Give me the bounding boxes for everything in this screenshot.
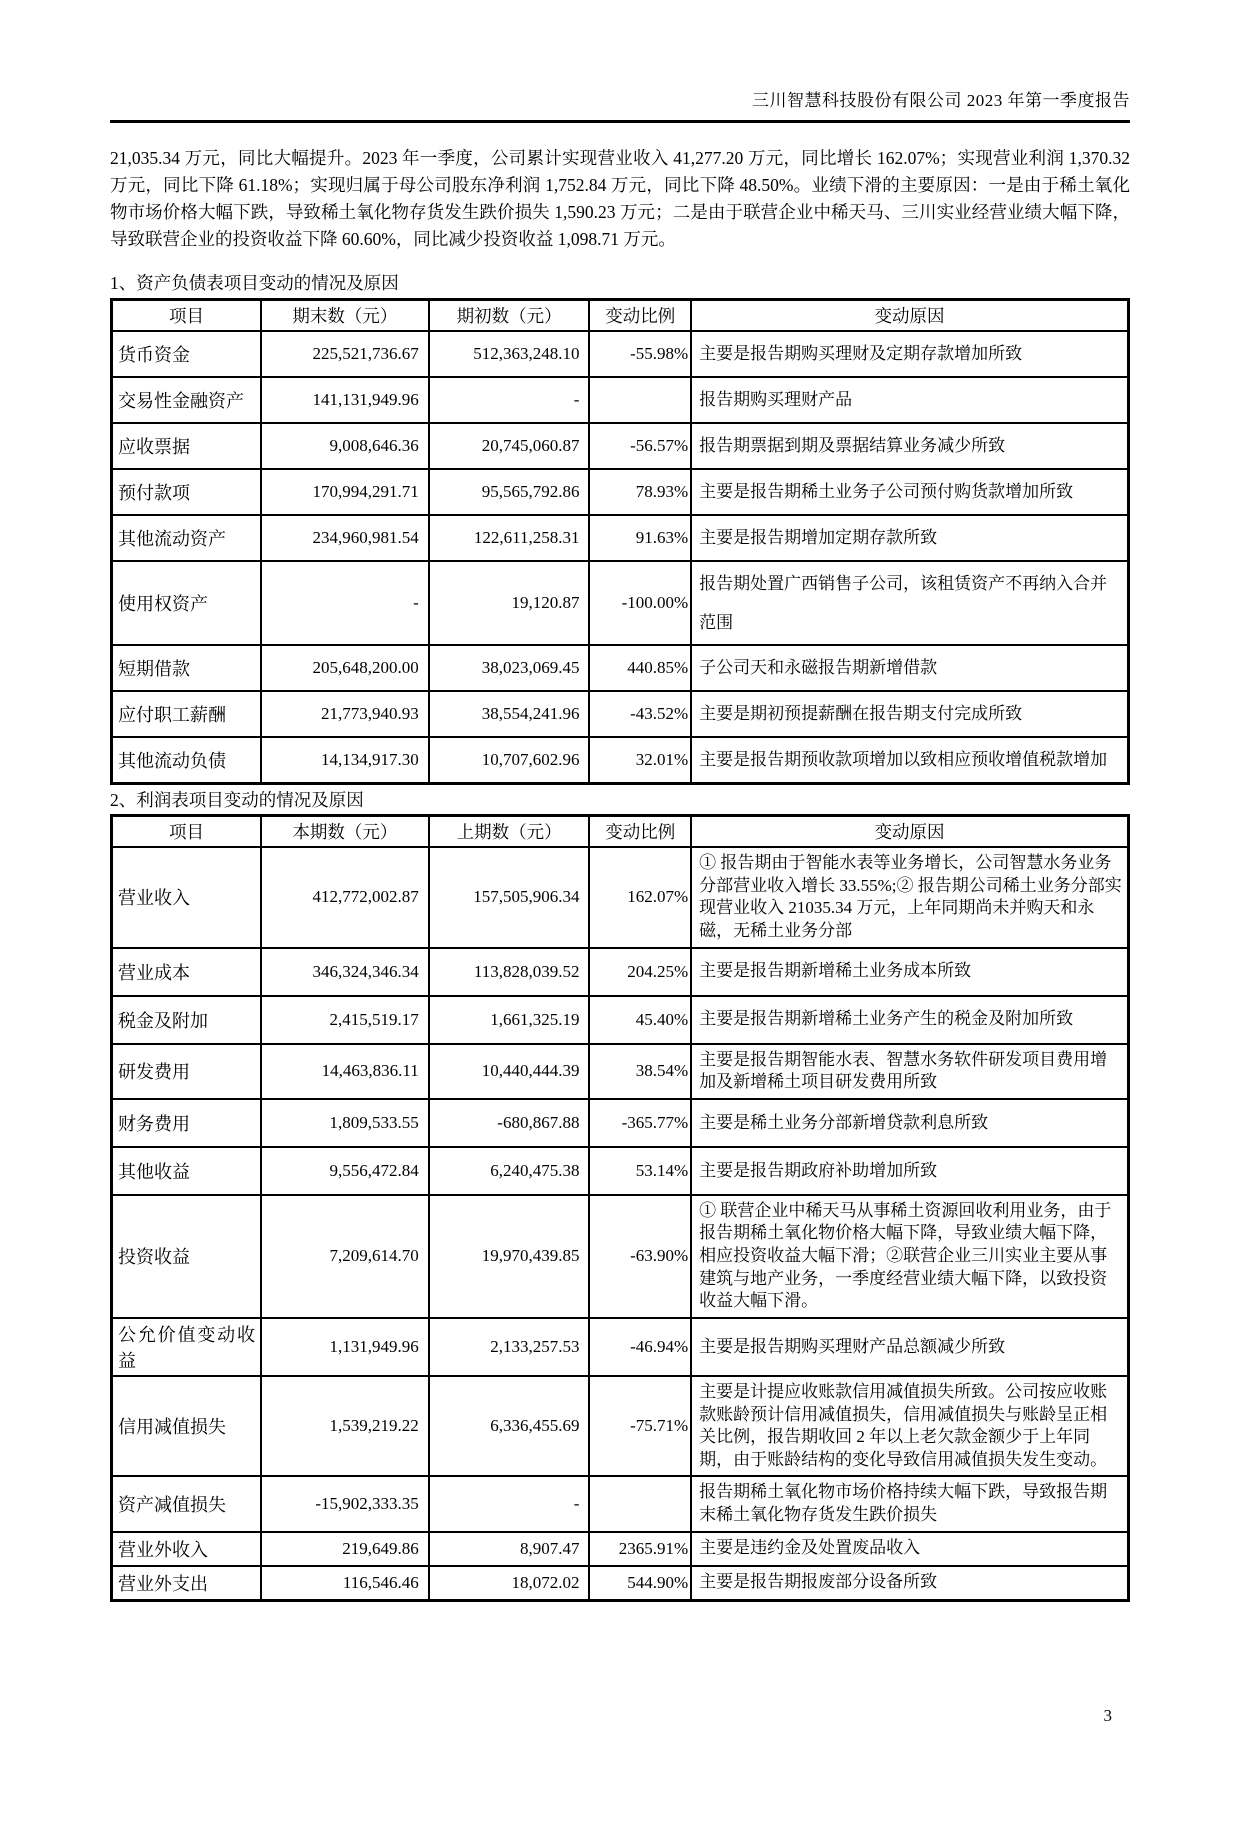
amount-prior-cell: - [429, 1476, 590, 1531]
table-row [112, 1195, 1129, 1318]
change-reason-cell: 子公司天和永磁报告期新增借款 [691, 645, 1128, 691]
amount-current-cell: 170,994,291.71 [261, 469, 429, 515]
report-running-head: 三川智慧科技股份有限公司 2023 年第一季度报告 [110, 86, 1130, 123]
table-row [112, 331, 1129, 377]
change-reason-cell: 主要是计提应收账款信用减值损失所致。公司按应收账款账龄预计信用减值损失，信用减值损失与账龄呈正相关比例，报告期收回 2 年以上老欠款金额少于上年同期，由于账龄结构的变化导致信用减值损失发生变动。 [691, 1376, 1128, 1476]
amount-prior-cell: 18,072.02 [429, 1566, 590, 1601]
amount-current-cell: 141,131,949.96 [261, 377, 429, 423]
column-header-ratio: 变动比例 [589, 299, 691, 331]
section1-heading: 1、资产负债表项目变动的情况及原因 [110, 273, 399, 293]
column-header-reason: 变动原因 [691, 299, 1128, 331]
table-row [112, 1318, 1129, 1376]
table-row [112, 847, 1129, 947]
amount-current-cell: 225,521,736.67 [261, 331, 429, 377]
change-ratio-cell: -43.52% [589, 691, 691, 737]
change-reason-cell: 报告期票据到期及票据结算业务减少所致 [691, 423, 1128, 469]
change-ratio-cell [589, 377, 691, 423]
amount-current-cell: 116,546.46 [261, 1566, 429, 1601]
item-cell: 短期借款 [112, 645, 261, 691]
change-reason-cell: 主要是报告期增加定期存款所致 [691, 515, 1128, 561]
table-row [112, 737, 1129, 784]
change-ratio-cell: 32.01% [589, 737, 691, 784]
change-reason-cell: 报告期处置广西销售子公司，该租赁资产不再纳入合并范围 [691, 561, 1128, 645]
item-cell: 公允价值变动收益 [112, 1318, 261, 1376]
table-row [112, 1147, 1129, 1195]
amount-prior-cell: 2,133,257.53 [429, 1318, 590, 1376]
amount-prior-cell: 6,240,475.38 [429, 1147, 590, 1195]
column-header-ending: 期末数（元） [261, 299, 429, 331]
intro-paragraph: 21,035.34 万元，同比大幅提升。2023 年一季度，公司累计实现营业收入 41,277.20 万元，同比增长 162.07%；实现营业利润 1,370.32 万元，同比下降 61.18%；实现归属于母公司股东净利润 1,752.84 万元，同比下降 48.50%。业绩下滑的主要原因：一是由于稀土氧化物市场价格大幅下跌，导致稀土氧化物存货发生跌价损失 1,590.23 万元；二是由于联营企业中稀天马、三川实业经营业绩大幅下降，导致联营企业的投资收益下降 60.60%，同比减少投资收益 1,098.71 万元。 [110, 148, 1130, 250]
amount-current-cell: 1,539,219.22 [261, 1376, 429, 1476]
table-row [112, 515, 1129, 561]
table-row [112, 691, 1129, 737]
table-row [112, 377, 1129, 423]
change-reason-cell: 主要是报告期新增稀土业务成本所致 [691, 948, 1128, 996]
amount-current-cell: 9,008,646.36 [261, 423, 429, 469]
table-row [112, 423, 1129, 469]
item-cell: 资产减值损失 [112, 1476, 261, 1531]
item-cell: 其他流动资产 [112, 515, 261, 561]
change-reason-cell: 主要是报告期报废部分设备所致 [691, 1566, 1128, 1601]
change-ratio-cell: -56.57% [589, 423, 691, 469]
item-cell: 投资收益 [112, 1195, 261, 1318]
item-cell: 信用减值损失 [112, 1376, 261, 1476]
column-header-current: 本期数（元） [261, 816, 429, 848]
section2-heading: 2、利润表项目变动的情况及原因 [110, 789, 364, 810]
change-reason-cell: 主要是报告期预收款项增加以致相应预收增值税款增加 [691, 737, 1128, 784]
change-ratio-cell: -365.77% [589, 1099, 691, 1147]
item-cell: 营业收入 [112, 847, 261, 947]
amount-current-cell: 219,649.86 [261, 1532, 429, 1566]
change-ratio-cell: -63.90% [589, 1195, 691, 1318]
change-ratio-cell: -100.00% [589, 561, 691, 645]
change-ratio-cell: -46.94% [589, 1318, 691, 1376]
amount-prior-cell: 19,970,439.85 [429, 1195, 590, 1318]
change-reason-cell: 主要是违约金及处置废品收入 [691, 1532, 1128, 1566]
amount-current-cell: 412,772,002.87 [261, 847, 429, 947]
change-reason-cell: 主要是报告期购买理财及定期存款增加所致 [691, 331, 1128, 377]
change-ratio-cell: 53.14% [589, 1147, 691, 1195]
change-ratio-cell: 38.54% [589, 1044, 691, 1099]
change-ratio-cell: 2365.91% [589, 1532, 691, 1566]
table-row [112, 645, 1129, 691]
change-ratio-cell: 45.40% [589, 996, 691, 1044]
amount-prior-cell: 10,707,602.96 [429, 737, 590, 784]
change-reason-cell: 报告期购买理财产品 [691, 377, 1128, 423]
table-row [112, 1566, 1129, 1601]
item-cell: 研发费用 [112, 1044, 261, 1099]
table-row [112, 561, 1129, 645]
item-cell: 应收票据 [112, 423, 261, 469]
change-reason-cell: 主要是报告期智能水表、智慧水务软件研发项目费用增加及新增稀土项目研发费用所致 [691, 1044, 1128, 1099]
table-row [112, 1476, 1129, 1531]
amount-prior-cell: -680,867.88 [429, 1099, 590, 1147]
change-ratio-cell: -75.71% [589, 1376, 691, 1476]
column-header-ratio: 变动比例 [589, 816, 691, 848]
item-cell: 使用权资产 [112, 561, 261, 645]
item-cell: 货币资金 [112, 331, 261, 377]
table-header-row [112, 816, 1129, 848]
report-page [0, 86, 1240, 1602]
amount-current-cell: 234,960,981.54 [261, 515, 429, 561]
change-reason-cell: ① 报告期由于智能水表等业务增长，公司智慧水务业务分部营业收入增长 33.55%;② 报告期公司稀土业务分部实现营业收入 21035.34 万元，上年同期尚未并购天和永磁，无稀土业务分部 [691, 847, 1128, 947]
table-header-row [112, 299, 1129, 331]
amount-prior-cell: 95,565,792.86 [429, 469, 590, 515]
table-row [112, 948, 1129, 996]
page-number: 3 [1103, 1706, 1112, 1725]
amount-current-cell: 21,773,940.93 [261, 691, 429, 737]
amount-current-cell: 9,556,472.84 [261, 1147, 429, 1195]
column-header-reason: 变动原因 [691, 816, 1128, 848]
amount-current-cell: - [261, 561, 429, 645]
amount-prior-cell: - [429, 377, 590, 423]
change-reason-cell: 主要是报告期新增稀土业务产生的税金及附加所致 [691, 996, 1128, 1044]
item-cell: 其他流动负债 [112, 737, 261, 784]
amount-current-cell: -15,902,333.35 [261, 1476, 429, 1531]
item-cell: 交易性金融资产 [112, 377, 261, 423]
change-ratio-cell: 91.63% [589, 515, 691, 561]
change-reason-cell: 主要是报告期稀土业务子公司预付购货款增加所致 [691, 469, 1128, 515]
change-ratio-cell: 78.93% [589, 469, 691, 515]
amount-prior-cell: 122,611,258.31 [429, 515, 590, 561]
item-cell: 其他收益 [112, 1147, 261, 1195]
amount-prior-cell: 20,745,060.87 [429, 423, 590, 469]
change-reason-cell: 主要是报告期政府补助增加所致 [691, 1147, 1128, 1195]
amount-prior-cell: 8,907.47 [429, 1532, 590, 1566]
change-ratio-cell: 544.90% [589, 1566, 691, 1601]
table-row [112, 996, 1129, 1044]
amount-prior-cell: 113,828,039.52 [429, 948, 590, 996]
amount-current-cell: 1,809,533.55 [261, 1099, 429, 1147]
amount-current-cell: 7,209,614.70 [261, 1195, 429, 1318]
table-row [112, 1044, 1129, 1099]
change-reason-cell: ① 联营企业中稀天马从事稀土资源回收利用业务，由于报告期稀土氧化物价格大幅下降，导致业绩大幅下降，相应投资收益大幅下滑；②联营企业三川实业主要从事建筑与地产业务，一季度经营业绩大幅下降，以致投资收益大幅下滑。 [691, 1195, 1128, 1318]
item-cell: 营业外收入 [112, 1532, 261, 1566]
change-reason-cell: 主要是稀土业务分部新增贷款利息所致 [691, 1099, 1128, 1147]
change-ratio-cell: -55.98% [589, 331, 691, 377]
column-header-item: 项目 [112, 816, 261, 848]
amount-prior-cell: 1,661,325.19 [429, 996, 590, 1044]
item-cell: 营业成本 [112, 948, 261, 996]
amount-current-cell: 1,131,949.96 [261, 1318, 429, 1376]
item-cell: 税金及附加 [112, 996, 261, 1044]
amount-prior-cell: 10,440,444.39 [429, 1044, 590, 1099]
amount-current-cell: 346,324,346.34 [261, 948, 429, 996]
change-reason-cell: 报告期稀土氧化物市场价格持续大幅下跌，导致报告期末稀土氧化物存货发生跌价损失 [691, 1476, 1128, 1531]
amount-prior-cell: 157,505,906.34 [429, 847, 590, 947]
item-cell: 财务费用 [112, 1099, 261, 1147]
column-header-beginning: 期初数（元） [429, 299, 590, 331]
change-reason-cell: 主要是期初预提薪酬在报告期支付完成所致 [691, 691, 1128, 737]
balance-sheet-changes-table [110, 298, 1130, 785]
amount-prior-cell: 6,336,455.69 [429, 1376, 590, 1476]
column-header-item: 项目 [112, 299, 261, 331]
amount-current-cell: 14,463,836.11 [261, 1044, 429, 1099]
column-header-prior: 上期数（元） [429, 816, 590, 848]
change-reason-cell: 主要是报告期购买理财产品总额减少所致 [691, 1318, 1128, 1376]
change-ratio-cell: 204.25% [589, 948, 691, 996]
table-row [112, 1532, 1129, 1566]
amount-prior-cell: 38,554,241.96 [429, 691, 590, 737]
change-ratio-cell: 440.85% [589, 645, 691, 691]
change-ratio-cell [589, 1476, 691, 1531]
amount-prior-cell: 512,363,248.10 [429, 331, 590, 377]
amount-current-cell: 205,648,200.00 [261, 645, 429, 691]
amount-prior-cell: 19,120.87 [429, 561, 590, 645]
change-ratio-cell: 162.07% [589, 847, 691, 947]
table-row [112, 1376, 1129, 1476]
amount-prior-cell: 38,023,069.45 [429, 645, 590, 691]
income-statement-changes-table [110, 814, 1130, 1601]
table-row [112, 469, 1129, 515]
item-cell: 预付款项 [112, 469, 261, 515]
item-cell: 应付职工薪酬 [112, 691, 261, 737]
table-row [112, 1099, 1129, 1147]
item-cell: 营业外支出 [112, 1566, 261, 1601]
amount-current-cell: 14,134,917.30 [261, 737, 429, 784]
amount-current-cell: 2,415,519.17 [261, 996, 429, 1044]
